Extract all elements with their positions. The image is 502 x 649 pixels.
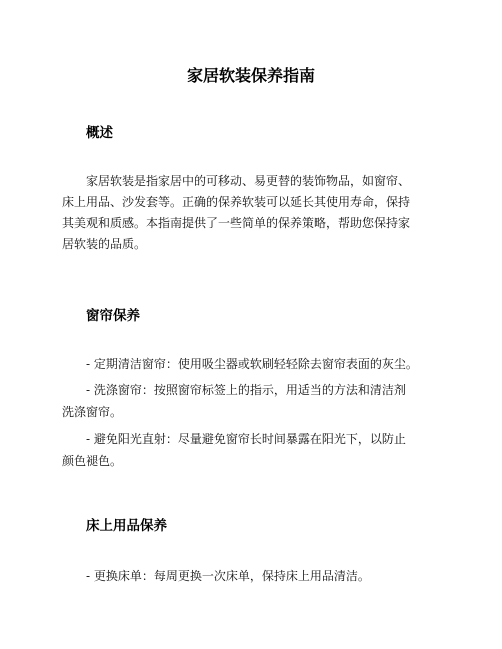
section-heading-bedding-care: 床上用品保养	[86, 518, 167, 534]
list-item-line: - 洗涤窗帘：按照窗帘标签上的指示，用适当的方法和清洁剂	[86, 383, 406, 397]
paragraph-line: 床上用品、沙发套等。正确的保养软装可以延长其使用寿命，保持	[62, 195, 411, 209]
section-heading-curtain-care: 窗帘保养	[86, 308, 140, 324]
list-item-line: - 避免阳光直射：尽量避免窗帘长时间暴露在阳光下，以防止	[86, 432, 406, 446]
list-item-line: 洗涤窗帘。	[62, 405, 123, 419]
list-item-line: - 更换床单：每周更换一次床单，保持床上用品清洁。	[86, 569, 370, 583]
paragraph-line: 居软装的品质。	[62, 237, 147, 251]
paragraph-line: 其美观和质感。本指南提供了一些简单的保养策略，帮助您保持家	[62, 216, 411, 230]
paragraph-line: 家居软装是指家居中的可移动、易更替的装饰物品，如窗帘、	[86, 174, 411, 188]
section-heading-overview: 概述	[86, 125, 113, 141]
document-title: 家居软装保养指南	[186, 66, 315, 85]
list-item-line: 颜色褪色。	[62, 454, 123, 468]
list-item-line: - 定期清洁窗帘：使用吸尘器或软刷轻轻除去窗帘表面的灰尘。	[86, 357, 418, 371]
